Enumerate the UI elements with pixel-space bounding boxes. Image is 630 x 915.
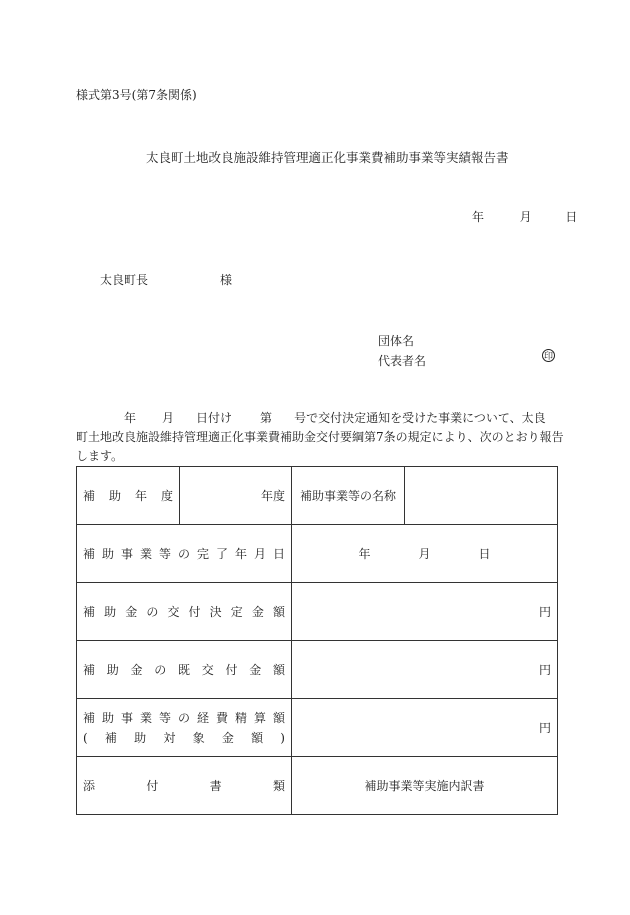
row-grant-decision — [77, 583, 558, 641]
document-title: 太良町土地改良施設維持管理適正化事業費補助事業等実績報告書 — [146, 150, 509, 165]
attachments-label: 添付書類 — [77, 757, 292, 815]
form-number-label: 様式第3号(第7条関係) — [76, 88, 197, 102]
row-expense-settlement — [77, 699, 558, 757]
row-completion-date — [77, 525, 558, 583]
report-table — [76, 466, 558, 815]
project-name-label: 補助事業等の名称 — [292, 467, 405, 525]
body-line-1: 年 月 日付け 第 号で交付決定通知を受けた事業について、太良 — [124, 411, 546, 425]
project-name-value — [405, 467, 558, 525]
grant-decision-value: 円 — [292, 583, 558, 641]
date-year: 年 — [472, 210, 485, 224]
date-day: 日 — [565, 210, 578, 224]
completion-date-label: 補助事業等の完了年月日 — [77, 525, 292, 583]
body-line-3: します。 — [76, 449, 124, 463]
addressee-honorific: 様 — [220, 273, 233, 287]
row-subsidy-year — [77, 467, 558, 525]
organization-label: 団体名 — [378, 334, 415, 348]
grant-paid-label: 補助金の既交付金額 — [77, 641, 292, 699]
subsidy-year-value: 年度 — [180, 467, 292, 525]
report-body-text — [76, 409, 564, 466]
row-grant-paid — [77, 641, 558, 699]
seal-mark: 印 — [542, 349, 555, 362]
expense-settlement-label: 補助事業等の経費精算額 (補助対象金額) — [77, 699, 292, 757]
addressee — [100, 271, 232, 288]
completion-date-value: 年 月 日 — [292, 525, 558, 583]
grant-decision-label: 補助金の交付決定金額 — [77, 583, 292, 641]
row-attachments — [77, 757, 558, 815]
grant-paid-value: 円 — [292, 641, 558, 699]
attachments-value: 補助事業等実施内訳書 — [292, 757, 558, 815]
addressee-name: 太良町長 — [100, 273, 149, 287]
expense-settlement-value: 円 — [292, 699, 558, 757]
report-date — [472, 208, 577, 225]
body-line-2: 町土地改良施設維持管理適正化事業費補助金交付要綱第7条の規定により、次のとおり報告 — [76, 430, 564, 444]
subsidy-year-label: 補助年度 — [77, 467, 180, 525]
date-month: 月 — [519, 210, 532, 224]
representative-label: 代表者名 — [378, 354, 427, 368]
